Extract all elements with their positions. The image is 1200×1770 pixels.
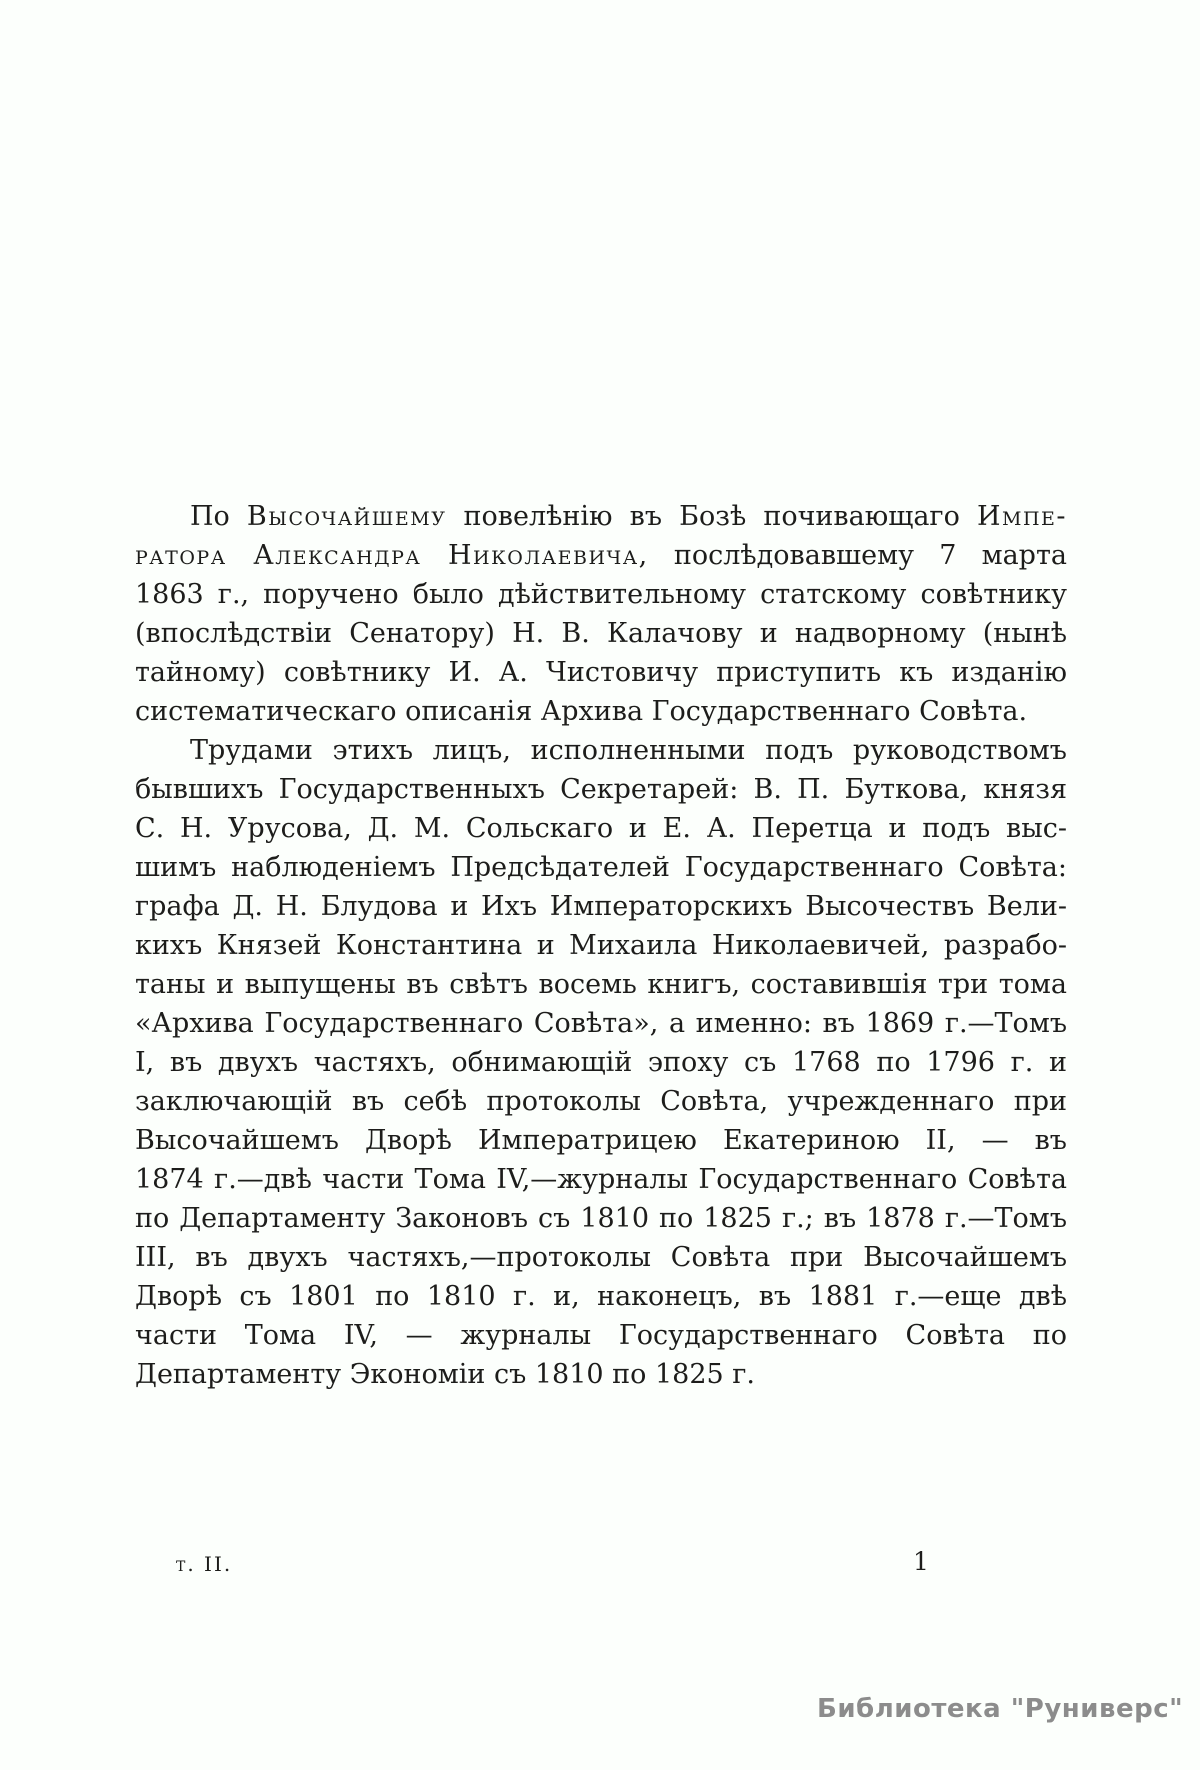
text-segment: По [190, 501, 247, 532]
smallcaps-text: Высочайшему [246, 501, 447, 532]
text-segment: I, въ двухъ частяхъ, обнимающій эпоху съ 1768 по 1796 г. и [135, 1047, 1067, 1078]
text-segment: систематическаго описанія Архива Государственнаго Совѣта. [135, 696, 1028, 727]
text-line [135, 770, 1067, 809]
text-line [135, 497, 1067, 536]
text-segment: заключающій въ себѣ протоколы Совѣта, учрежденнаго при [135, 1086, 1067, 1117]
paragraph [135, 731, 1067, 1394]
text-line [135, 1316, 1067, 1355]
smallcaps-text: Импе- [976, 501, 1067, 532]
text-segment: Высочайшемъ Дворѣ Императрицею Екатериною II, — въ [135, 1125, 1067, 1156]
smallcaps-text: ратора Александра Николаевича, [135, 540, 649, 571]
library-watermark: Библиотека "Руниверс" [817, 1694, 1184, 1724]
text-line [135, 1121, 1067, 1160]
text-segment: таны и выпущены въ свѣтъ восемь книгъ, составившія три тома [135, 969, 1067, 1000]
footer-volume-label: т. II. [176, 1552, 233, 1576]
text-line [135, 809, 1067, 848]
paragraph [135, 497, 1067, 731]
text-segment: 1874 г.—двѣ части Тома IV,—журналы Государственнаго Совѣта [135, 1164, 1067, 1195]
text-segment: по Департаменту Законовъ съ 1810 по 1825 г.; въ 1878 г.—Томъ [135, 1203, 1067, 1234]
text-line [135, 731, 1067, 770]
text-segment: шимъ наблюденіемъ Предсѣдателей Государственнаго Совѣта: [135, 852, 1067, 883]
text-segment: бывшихъ Государственныхъ Секретарей: В. П. Буткова, князя [135, 774, 1067, 805]
text-line [135, 887, 1067, 926]
text-segment: Департаменту Экономіи съ 1810 по 1825 г. [135, 1359, 756, 1390]
text-segment: кихъ Князей Константина и Михаила Николаевичей, разрабо- [135, 930, 1067, 961]
text-segment: графа Д. Н. Блудова и Ихъ Императорскихъ Высочествъ Вели- [135, 891, 1067, 922]
text-segment: «Архива Государственнаго Совѣта», а именно: въ 1869 г.—Томъ [135, 1008, 1067, 1039]
text-line [135, 614, 1067, 653]
text-line [135, 536, 1067, 575]
text-line [135, 965, 1067, 1004]
text-line [135, 848, 1067, 887]
text-segment: повелѣнію въ Бозѣ почивающаго [446, 501, 977, 532]
text-block [135, 497, 1067, 1394]
text-line [135, 1082, 1067, 1121]
text-segment: послѣдовавшему 7 марта [648, 540, 1067, 571]
text-line [135, 1238, 1067, 1277]
text-line [135, 653, 1067, 692]
text-segment: (впослѣдствіи Сенатору) Н. В. Калачову и надворному (нынѣ [135, 618, 1067, 649]
text-segment: тайному) совѣтнику И. А. Чистовичу приступить къ изданію [135, 657, 1067, 688]
text-segment: 1863 г., поручено было дѣйствительному статскому совѣтнику [135, 579, 1067, 610]
footer-page-number: 1 [913, 1547, 929, 1576]
text-line [135, 1160, 1067, 1199]
text-line [135, 1277, 1067, 1316]
text-line [135, 1355, 1067, 1394]
text-line [135, 1004, 1067, 1043]
text-segment: Дворѣ съ 1801 по 1810 г. и, наконецъ, въ 1881 г.—еще двѣ [135, 1281, 1067, 1312]
text-line [135, 926, 1067, 965]
text-segment: III, въ двухъ частяхъ,—протоколы Совѣта при Высочайшемъ [135, 1242, 1067, 1273]
text-line [135, 1043, 1067, 1082]
text-line [135, 692, 1067, 731]
text-line [135, 1199, 1067, 1238]
text-segment: Трудами этихъ лицъ, исполненными подъ руководствомъ [190, 735, 1067, 766]
text-line [135, 575, 1067, 614]
text-segment: части Тома IV, — журналы Государственнаго Совѣта по [135, 1320, 1067, 1351]
text-segment: С. Н. Урусова, Д. М. Сольскаго и Е. А. Перетца и подъ выс- [135, 813, 1067, 844]
